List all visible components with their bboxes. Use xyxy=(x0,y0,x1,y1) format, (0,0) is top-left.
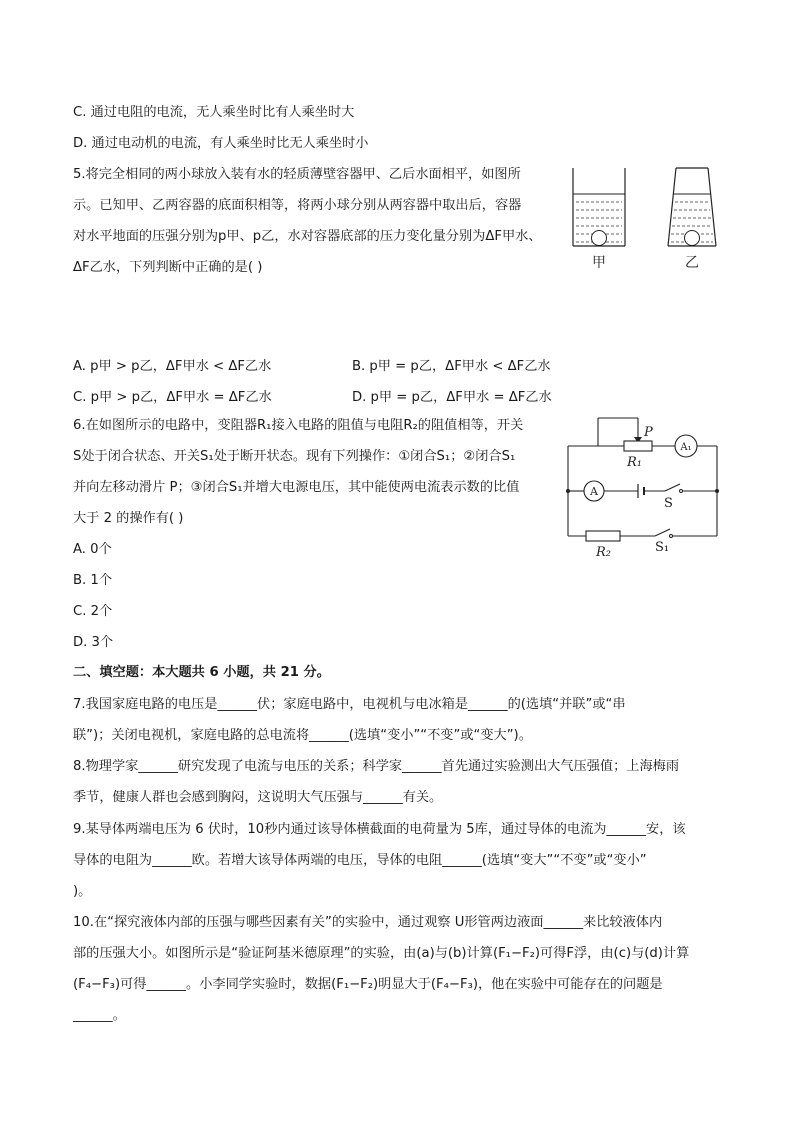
q9-line1: 9.某导体两端电压为 6 伏时，10秒内通过该导体横截面的电荷量为 5库，通过导体的电流为______安，该 xyxy=(73,822,686,837)
q10-line3: (F₄−F₃)可得______。小李同学实验时，数据(F₁−F₂)明显大于(F₄−F₃)，他在实验中可能存在的问题是 xyxy=(73,977,663,992)
resistor-r1 xyxy=(624,441,652,451)
q4-option-c: C. 通过电阻的电流，无人乘坐时比有人乘坐时大 xyxy=(73,105,355,120)
q5-stem-line3: 对水平地面的压强分别为p甲、p乙，水对容器底部的压力变化量分别为ΔF甲水、 xyxy=(73,229,542,244)
q6-stem-line3: 并向左移动滑片 P；③闭合S₁并增大电源电压，其中能使两电流表示数的比值 xyxy=(73,480,520,495)
q6-circuit-diagram xyxy=(560,410,730,560)
q5-stem-line1: 5.将完全相同的两小球放入装有水的轻质薄壁容器甲、乙后水面相平，如图所 xyxy=(73,167,521,182)
q4-option-d: D. 通过电动机的电流，有人乘坐时比无人乘坐时小 xyxy=(73,136,369,151)
q8-line1: 8.物理学家______研究发现了电流与电压的关系；科学家______首先通过实验测出大气压强值；上海梅雨 xyxy=(73,759,680,774)
q5-stem-line2: 示。已知甲、乙两容器的底面积相等，将两小球分别从两容器中取出后，容器 xyxy=(73,198,522,213)
q10-line4: ______。 xyxy=(73,1008,126,1023)
q5-stem-line4: ΔF乙水，下列判断中正确的是( ) xyxy=(73,260,263,275)
q5-option-d: D. p甲 = p乙，ΔF甲水 = ΔF乙水 xyxy=(352,390,552,405)
container-yi xyxy=(668,168,716,246)
q10-line2: 部的压强大小。如图所示是“验证阿基米德原理”的实验，由(a)与(b)计算(F₁−F₂)可得F浮，由(c)与(d)计算 xyxy=(73,946,690,961)
label-yi: 乙 xyxy=(685,255,699,271)
q5-option-b: B. p甲 = p乙，ΔF甲水 < ΔF乙水 xyxy=(352,359,551,374)
section-heading: 二、填空题：本大题共 6 小题，共 21 分。 xyxy=(73,665,330,680)
q5-option-a: A. p甲 > p乙，ΔF甲水 < ΔF乙水 xyxy=(73,359,272,374)
label-a1: A₁ xyxy=(680,442,692,453)
q9-line3: )。 xyxy=(73,884,92,899)
q6-option-b: B. 1个 xyxy=(73,573,113,588)
q7-line2: 联”)；关闭电视机，家庭电路的总电流将______(选填“变小”“不变”或“变大”)。 xyxy=(73,728,532,743)
q6-stem-line1: 6.在如图所示的电路中，变阻器R₁接入电路的阻值与电阻R₂的阻值相等，开关 xyxy=(73,418,524,433)
label-r1: R₁ xyxy=(627,455,642,470)
q6-option-a: A. 0个 xyxy=(73,542,112,557)
q6-stem-line4: 大于 2 的操作有( ) xyxy=(73,511,184,526)
q6-option-c: C. 2个 xyxy=(73,604,113,619)
label-s1: S₁ xyxy=(655,540,670,555)
q9-line2: 导体的电阻为______欧。若增大该导体两端的电压，导体的电阻______(选填“变大”“不变”或“变小” xyxy=(73,853,647,868)
switch-s xyxy=(665,484,680,491)
q5-containers-figure xyxy=(560,158,760,273)
label-r2: R₂ xyxy=(596,545,611,560)
q5-option-c: C. p甲 > p乙，ΔF甲水 = ΔF乙水 xyxy=(73,390,272,405)
q7-line1: 7.我国家庭电路的电压是______伏；家庭电路中，电视机与电冰箱是______的(选填“并联”或“串 xyxy=(73,697,626,712)
label-jia: 甲 xyxy=(592,255,606,271)
q8-line2: 季节，健康人群也会感到胸闷，这说明大气压强与______有关。 xyxy=(73,790,443,805)
container-jia xyxy=(573,168,625,246)
label-p: P xyxy=(644,425,653,440)
q6-stem-line2: S处于闭合状态、开关S₁处于断开状态。现有下列操作：①闭合S₁；②闭合S₁ xyxy=(73,449,516,464)
q6-option-d: D. 3个 xyxy=(73,635,114,650)
label-s: S xyxy=(664,496,673,511)
q10-line1: 10.在“探究液体内部的压强与哪些因素有关”的实验中，通过观察 U形管两边液面______来比较液体内 xyxy=(73,915,663,930)
resistor-r2 xyxy=(586,531,620,541)
label-a: A xyxy=(590,485,598,498)
switch-s1 xyxy=(655,529,670,536)
